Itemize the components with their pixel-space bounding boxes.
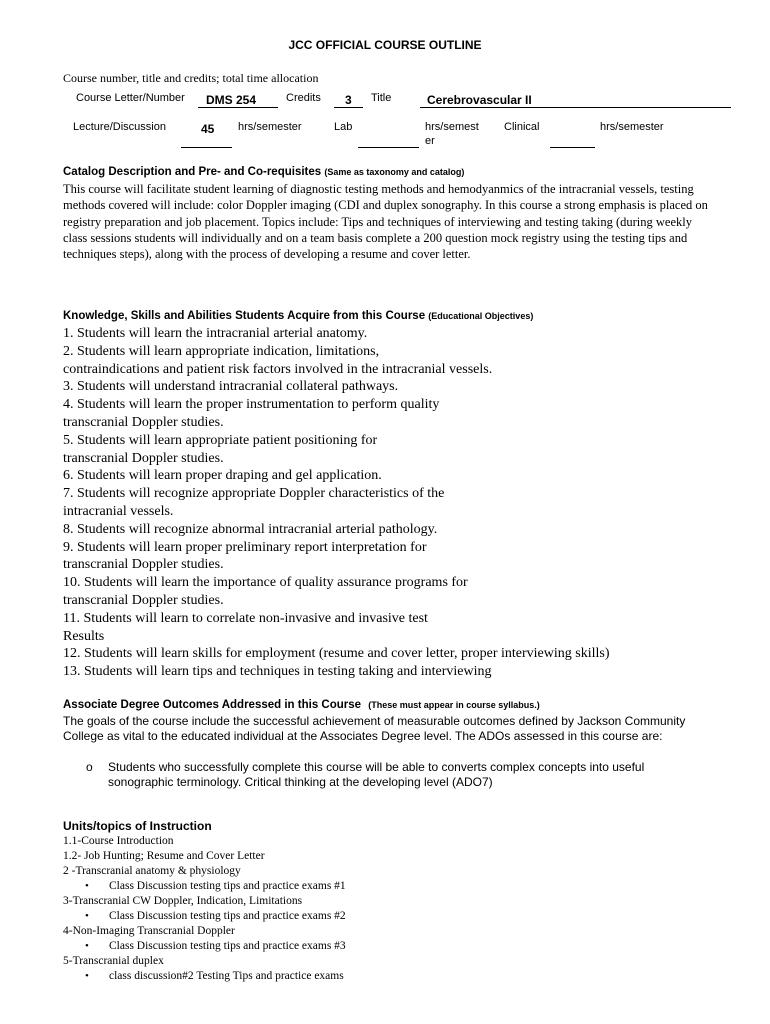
- objective-line: 7. Students will recognize appropriate Doppler characteristics of the: [63, 486, 445, 502]
- unit-subitem: • class discussion#2 Testing Tips and practice exams: [63, 969, 713, 984]
- lab-hrs-unit-line1: hrs/semest: [425, 121, 479, 133]
- lab-label: Lab: [334, 121, 353, 133]
- unit-item: 1.2- Job Hunting; Resume and Cover Letter: [63, 850, 265, 862]
- credits-label: Credits: [286, 92, 321, 104]
- lecture-hrs-unit: hrs/semester: [238, 121, 302, 133]
- unit-subitem: • Class Discussion testing tips and practice exams #2: [63, 909, 713, 924]
- ksa-heading-text: Knowledge, Skills and Abilities Students Acquire from this Course: [63, 310, 426, 322]
- objective-line: 12. Students will learn skills for employment (resume and cover letter, proper interviewing skills): [63, 646, 610, 662]
- lecture-hours-value: 45: [201, 122, 215, 136]
- objective-line: transcranial Doppler studies.: [63, 592, 224, 608]
- lab-hrs-unit-line2: er: [425, 135, 435, 147]
- ksa-heading: [63, 310, 533, 322]
- credits-underline: [334, 107, 363, 108]
- clinical-hrs-unit: hrs/semester: [600, 121, 664, 133]
- ado-heading-text: Associate Degree Outcomes Addressed in this Course: [63, 699, 362, 711]
- document-title: JCC OFFICIAL COURSE OUTLINE: [288, 38, 482, 52]
- units-heading: Units/topics of Instruction: [63, 819, 212, 833]
- unit-item: 4-Non-Imaging Transcranial Doppler: [63, 925, 235, 937]
- catalog-heading: [63, 166, 464, 178]
- clinical-label: Clinical: [504, 121, 540, 133]
- objective-line: 3. Students will understand intracranial collateral pathways.: [63, 379, 399, 395]
- objective-line: 6. Students will learn proper draping and gel application.: [63, 468, 382, 484]
- title-label: Title: [371, 92, 392, 104]
- title-underline: [420, 107, 731, 108]
- objective-line: transcranial Doppler studies.: [63, 450, 224, 466]
- credits-value: 3: [345, 93, 352, 107]
- unit-item: 2 -Transcranial anatomy & physiology: [63, 865, 241, 877]
- course-letter-value: DMS 254: [206, 93, 257, 107]
- ksa-heading-note: (Educational Objectives): [428, 311, 534, 321]
- lab-underline: [358, 147, 419, 148]
- objective-line: intracranial vessels.: [63, 503, 174, 519]
- objective-line: 5. Students will learn appropriate patient positioning for: [63, 432, 378, 448]
- catalog-heading-note: (Same as taxonomy and catalog): [324, 167, 465, 177]
- objective-line: contraindications and patient risk factors involved in the intracranial vessels.: [63, 361, 493, 377]
- unit-subitem: • Class Discussion testing tips and practice exams #1: [63, 879, 713, 894]
- objective-line: 8. Students will recognize abnormal intracranial arterial pathology.: [63, 521, 438, 537]
- objective-line: 11. Students will learn to correlate non-invasive and invasive test: [63, 610, 428, 626]
- course-letter-label: Course Letter/Number: [76, 92, 185, 104]
- ado-bullet-text: Students who successfully complete this course will be able to converts complex concepts into useful sonographic terminology. Critical thinking at the developing level (ADO7): [108, 760, 645, 789]
- ado-bullet-marker: o: [86, 760, 93, 774]
- course-title-value: Cerebrovascular II: [427, 93, 532, 107]
- ado-heading-note: (These must appear in course syllabus.): [368, 700, 540, 710]
- catalog-heading-text: Catalog Description and Pre- and Co-requisites: [63, 166, 322, 178]
- objective-line: 10. Students will learn the importance of quality assurance programs for: [63, 575, 468, 591]
- clinical-underline: [550, 147, 595, 148]
- objective-line: 9. Students will learn proper preliminary report interpretation for: [63, 539, 427, 555]
- unit-item: 5-Transcranial duplex: [63, 955, 164, 967]
- objective-line: 2. Students will learn appropriate indication, limitations,: [63, 343, 380, 359]
- objective-line: 13. Students will learn tips and techniques in testing taking and interviewing: [63, 664, 492, 680]
- lecture-underline: [181, 147, 232, 148]
- unit-item: 3-Transcranial CW Doppler, Indication, Limitations: [63, 895, 303, 907]
- catalog-description: This course will facilitate student learning of diagnostic testing methods and hemodyanmics of the intracranial vessels, testing methods covered will include: color Doppler imaging (CDI and duplex sonography. In this course a strong emphasis is placed on registry preparation and job placement. Topics include: Tips and techniques of interviewing and testing taking (during weekly class sessions students will individually and on a team basis complete a 200 question mock registry using the testing tips and techniques steps), along with the process of developing a resume and cover letter.: [63, 182, 708, 262]
- objective-line: Results: [63, 628, 105, 644]
- objectives-list: [63, 325, 683, 681]
- unit-subitem: • Class Discussion testing tips and practice exams #3: [63, 939, 713, 954]
- objective-line: 4. Students will learn the proper instrumentation to perform quality: [63, 397, 440, 413]
- units-list: [63, 834, 713, 984]
- ado-heading: [63, 699, 540, 711]
- intro-line: Course number, title and credits; total time allocation: [63, 71, 319, 85]
- objective-line: transcranial Doppler studies.: [63, 414, 224, 430]
- ado-description: The goals of the course include the successful achievement of measurable outcomes defined by Jackson Community College as vital to the educated individual at the Associates Degree level. The ADOs assessed in this course are:: [63, 714, 686, 743]
- unit-item: 1.1-Course Introduction: [63, 835, 174, 847]
- objective-line: 1. Students will learn the intracranial arterial anatomy.: [63, 326, 368, 341]
- lecture-label: Lecture/Discussion: [73, 121, 166, 133]
- course-letter-underline: [198, 107, 278, 108]
- objective-line: transcranial Doppler studies.: [63, 557, 224, 573]
